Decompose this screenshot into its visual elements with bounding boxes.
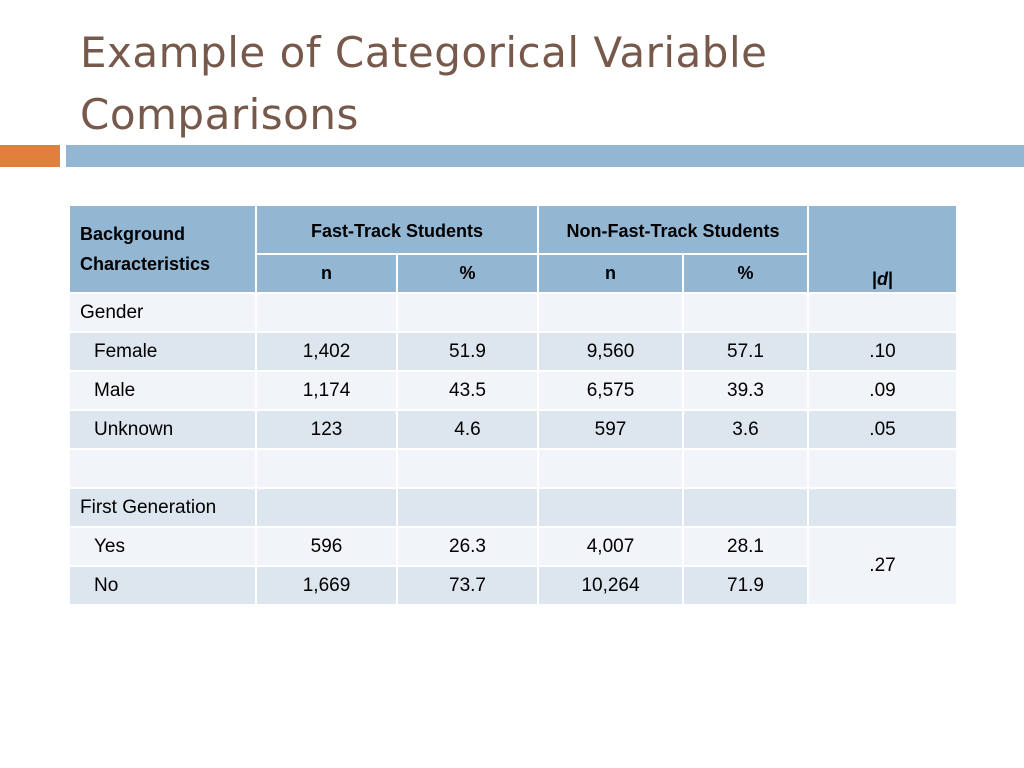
cell-pct-fast <box>397 293 538 332</box>
header-pct-fast: % <box>397 254 538 293</box>
cell-pct-fast <box>397 488 538 527</box>
row-label: No <box>69 566 256 605</box>
accent-bar-orange <box>0 145 60 167</box>
cell-n-fast <box>256 449 397 488</box>
header-pct-nonfast: % <box>683 254 808 293</box>
cell-d <box>808 488 957 527</box>
cell-n-fast: 596 <box>256 527 397 566</box>
cell-d: .09 <box>808 371 957 410</box>
cell-n-fast: 123 <box>256 410 397 449</box>
cell-pct-fast: 51.9 <box>397 332 538 371</box>
header-non-fast-track: Non-Fast-Track Students <box>538 205 808 254</box>
cell-n-nonfast: 597 <box>538 410 683 449</box>
table-row <box>69 410 957 449</box>
cell-pct-nonfast: 28.1 <box>683 527 808 566</box>
cell-pct-fast: 43.5 <box>397 371 538 410</box>
row-label: First Generation <box>69 488 256 527</box>
cell-pct-nonfast <box>683 293 808 332</box>
effect-size-label: |d| <box>871 268 894 289</box>
cell-pct-fast: 4.6 <box>397 410 538 449</box>
row-label: Male <box>69 371 256 410</box>
cell-n-nonfast: 9,560 <box>538 332 683 371</box>
cell-n-nonfast <box>538 293 683 332</box>
cell-n-fast: 1,402 <box>256 332 397 371</box>
cell-d-first-generation: .27 <box>808 527 957 605</box>
table-row <box>69 371 957 410</box>
cell-n-fast: 1,669 <box>256 566 397 605</box>
cell-d <box>808 293 957 332</box>
header-effect-size <box>808 205 957 293</box>
table-row <box>69 449 957 488</box>
cell-n-nonfast: 6,575 <box>538 371 683 410</box>
cell-pct-nonfast: 57.1 <box>683 332 808 371</box>
cell-pct-nonfast: 3.6 <box>683 410 808 449</box>
header-fast-track: Fast-Track Students <box>256 205 538 254</box>
row-label <box>69 449 256 488</box>
cell-pct-nonfast: 39.3 <box>683 371 808 410</box>
cell-d <box>808 449 957 488</box>
row-label: Gender <box>69 293 256 332</box>
cell-n-nonfast: 10,264 <box>538 566 683 605</box>
table-row <box>69 488 957 527</box>
cell-n-fast <box>256 293 397 332</box>
cell-pct-nonfast <box>683 449 808 488</box>
row-label: Female <box>69 332 256 371</box>
cell-d: .05 <box>808 410 957 449</box>
cell-pct-fast: 26.3 <box>397 527 538 566</box>
cell-pct-nonfast: 71.9 <box>683 566 808 605</box>
cell-n-nonfast <box>538 488 683 527</box>
cell-d: .10 <box>808 332 957 371</box>
row-label: Unknown <box>69 410 256 449</box>
table-row <box>69 527 957 566</box>
header-n-nonfast: n <box>538 254 683 293</box>
header-n-fast: n <box>256 254 397 293</box>
comparison-table <box>68 204 958 606</box>
cell-pct-nonfast <box>683 488 808 527</box>
cell-n-nonfast <box>538 449 683 488</box>
cell-pct-fast: 73.7 <box>397 566 538 605</box>
cell-n-fast: 1,174 <box>256 371 397 410</box>
header-background-characteristics: Background Characteristics <box>69 205 256 293</box>
row-label: Yes <box>69 527 256 566</box>
cell-pct-fast <box>397 449 538 488</box>
table-row <box>69 332 957 371</box>
accent-bar-blue <box>66 145 1024 167</box>
cell-n-fast <box>256 488 397 527</box>
cell-n-nonfast: 4,007 <box>538 527 683 566</box>
table-row <box>69 293 957 332</box>
slide-title: Example of Categorical Variable Comparisons <box>80 28 768 139</box>
